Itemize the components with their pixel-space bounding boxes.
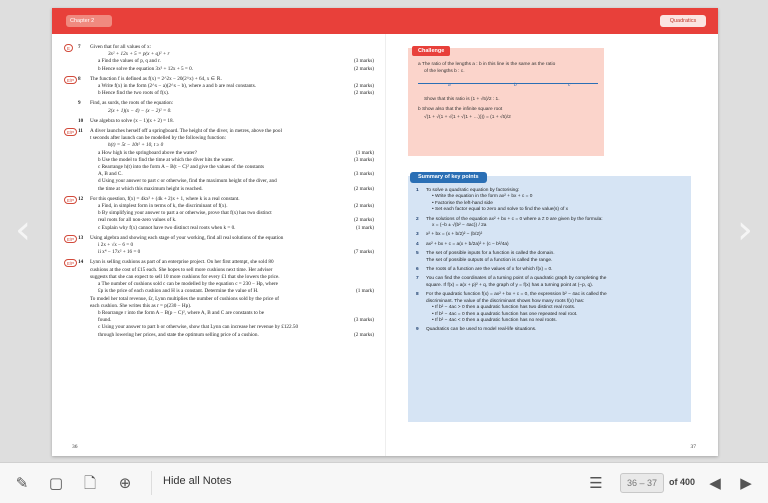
summary-title: Summary of key points [410,172,487,183]
chapter-tab: Chapter 2 [66,15,112,27]
challenge-b-line1: b Show also that the infinite square root [418,106,503,112]
key-point [416,276,686,289]
question-text: i 2x + √x − 6 = 0 [98,242,134,249]
challenge-a-line1: a The ratio of the lengths a : b in this line is the same as the ratio [418,62,556,67]
question-text: A, B and C. [98,171,123,178]
segment-a-label: a [448,83,451,89]
key-point-number: 9 [416,327,419,333]
marks-label [368,274,374,281]
challenge-body [418,62,598,122]
marks-label [368,118,374,125]
exam-badge: E/P [64,196,77,204]
key-point-line: • If b² − 4ac = 0 then a quadratic function has one repeated real root. [432,311,578,317]
page-spread [52,8,718,456]
question-text: each cushion. She writes this as r = p(230 − Hp). [90,302,192,309]
question-line [90,310,374,317]
exam-badge: E/P [64,235,77,243]
marks-label: (2 marks) [353,185,374,192]
marks-label [368,267,374,274]
key-point-number: 4 [416,241,419,247]
marks-label: (3 marks) [353,317,374,324]
exercise-question [64,128,374,193]
question-line [90,186,374,193]
marks-label: (3 marks) [353,171,374,178]
marks-label: (1 mark) [355,224,374,231]
question-text: b Hence find the two roots of f(x). [98,90,170,97]
question-line [90,303,374,310]
key-point-line: discriminant. The value of the discriminant shows how many roots f(x) has: [426,298,585,304]
key-point-number: 6 [416,267,419,273]
marks-label: (1 mark) [355,288,374,295]
key-point-number: 2 [416,216,419,222]
marks-label [368,108,374,115]
question-text: 3x² + 12x + 5 = p(x + q)² + r [108,51,170,58]
marks-label [368,324,374,331]
question-text: Using algebra and showing each stage of your working, find all real solutions of the equation [90,234,284,241]
exercise-question [64,259,374,338]
question-line [90,157,374,164]
key-point-line: • Write the equation in the form ax² + bx + c = 0 [432,194,533,200]
summary-body [416,188,686,337]
summary-key-points-box [408,176,691,422]
key-point [416,267,686,273]
key-point [416,232,686,238]
question-text: a How high is the springboard above the water? [98,149,198,156]
marks-label [368,196,374,203]
key-point-number: 3 [416,232,419,238]
key-point [416,327,686,333]
marks-label: (2 marks) [353,90,374,97]
segment-b-label: b [514,83,517,89]
question-text: b Use the model to find the time at which the diver hits the water. [98,156,234,163]
marks-label [368,135,374,142]
left-page-exercises [64,44,374,444]
page-total: of 400 [669,477,696,487]
question-text: a The number of cushions sold c can be modelled by the equation c = 230 − Hp, where [98,281,278,288]
question-text: Find, as surds, the roots of the equation: [90,100,174,107]
sticky-note-icon[interactable]: ▢ [48,474,64,492]
exercise-question [64,100,374,114]
question-text: a Write f(x) in the form (2^x − a)(2^x − b), where a and b are real constants. [98,83,257,90]
bottom-toolbar [0,462,768,503]
marks-label [368,128,374,135]
exercise-question [64,44,374,73]
question-text: a Find the values of p, q and r. [98,58,161,65]
question-line [90,242,374,249]
marks-label [368,142,374,149]
question-text: 2(x + 1)(x − 4) − (x − 2)² = 0. [108,107,172,114]
marks-label: (3 marks) [353,156,374,163]
marks-label [368,178,374,185]
key-point [416,251,686,264]
next-page-arrow-icon[interactable]: › [737,207,753,253]
question-text: h(t) = 5t − 10t² + 10, t ≥ 0 [108,142,164,149]
exam-badge: E [64,44,73,52]
question-text: a Find, in simplest form in terms of k, the discriminant of f(x). [98,203,228,210]
marks-label: (2 marks) [353,203,374,210]
question-line [90,332,374,339]
question-line [90,76,374,83]
exercise-question [64,76,374,98]
question-text: c Rearrange h(t) into the form A − B(t − C)² and give the values of the constants [98,164,265,171]
question-text: d Using your answer to part c or otherwise, find the maximum height of the diver, and [98,178,277,185]
key-point-line: • If b² − 4ac < 0 then a quadratic function has no real roots. [432,317,557,323]
question-text: b By simplifying your answer to part a or otherwise, prove that f(x) has two distinct [98,210,272,217]
question-text: For this question, f(x) = 4kx² + (4k + 2)x + 1, where k is a real constant. [90,195,240,202]
key-point-line: You can find the coordinates of a turning point of a quadratic graph by completing the [426,276,607,282]
question-text: Lynn is selling cushions as part of an enterprise project. On her first attempt, she sold 80 [90,259,274,266]
key-point-number: 1 [416,188,419,193]
marks-label: (1 mark) [355,149,374,156]
toolbar-divider [151,471,152,495]
marks-label [368,44,374,51]
question-text: the time at which this maximum height is reached. [98,185,203,192]
question-text: Use algebra to solve (x − 1)(x + 2) = 18. [90,117,174,124]
key-point [416,292,686,324]
question-number: 13 [78,234,84,241]
question-line [90,66,374,73]
previous-page-arrow-icon[interactable]: ‹ [15,207,31,253]
hide-all-notes-button[interactable]: Hide all Notes [163,475,232,487]
challenge-title: Challenge [412,46,450,56]
question-number: 7 [78,44,81,50]
key-point-number: 8 [416,292,419,298]
key-point-line: • If b² − 4ac > 0 then a quadratic function has two distinct real roots. [432,305,576,311]
question-number: 12 [78,195,84,202]
exercise-question [64,235,374,257]
exercise-question [64,196,374,232]
key-point-line: • Set each factor equal to zero and solve to find the value(s) of x [432,207,569,213]
question-number: 10 [78,117,84,124]
question-text: To model her total revenue, £r, Lynn multiplies the number of cushions sold by the price of [90,295,280,302]
question-line [90,259,374,266]
key-point [416,217,686,230]
marks-label: (2 marks) [353,65,374,72]
question-line [90,100,374,107]
left-page-number: 36 [72,444,78,450]
question-line [90,267,374,274]
exam-badge: E/P [64,76,77,84]
marks-label [368,100,374,107]
question-line [90,108,374,115]
question-line [90,274,374,281]
question-line [90,324,374,331]
page-number-input[interactable]: 36 – 37 [620,473,664,493]
question-text: cushions at the cost of £15 each. She hopes to sell more cushions next time. Her adviser [90,266,273,273]
question-line [90,217,374,224]
key-point-number: 5 [416,251,419,257]
table-of-contents-icon[interactable]: ☰ [589,474,603,492]
page-header-bar [52,8,718,34]
key-point-number: 7 [416,276,419,282]
key-point-line: To solve a quadratic equation by factorising: [426,188,520,193]
question-line [90,317,374,324]
challenge-a-line3: Show that this ratio is (1 + √5)/2 : 1. [424,97,500,103]
question-text: c Explain why f(x) cannot have two distinct real roots when k = 0. [98,224,236,231]
marks-label [368,303,374,310]
key-point-line: The set of possible inputs for a function is called the domain. [426,251,555,257]
key-point-line: The set of possible outputs of a function is called the range. [426,257,553,263]
question-line [90,288,374,295]
question-line [90,178,374,185]
marks-label: (7 marks) [353,249,374,256]
question-text: found. [98,317,112,324]
challenge-b-line2: √(1 + √(1 + √(1 + √(1 + …)))) = (1 + √5)/2 [424,115,511,121]
key-point-line: x = (−b ± √(b² − 4ac)) / 2a [432,223,487,229]
key-point-line: Quadratics can be used to model real-life situations. [426,327,537,333]
exam-badge: E/P [64,128,77,136]
question-text: real roots for all non-zero values of k. [98,217,177,224]
question-text: b Rearrange r into the form A − B(p − C)², where A, B and C are constants to be [98,309,265,316]
question-line [90,249,374,256]
question-number: 14 [78,259,84,266]
key-point-line: x² + bx = (x + b/2)² − (b/2)² [426,232,483,238]
zoom-in-icon[interactable]: ⊕ [118,474,132,492]
marks-label: (2 marks) [353,217,374,224]
question-text: Given that for all values of x: [90,44,152,50]
question-line [90,196,374,203]
page-icon[interactable]: 🗋 [83,474,97,492]
page-spine [385,34,386,456]
exam-badge: E/P [64,259,77,267]
question-line [90,235,374,242]
key-point-line: The roots of a function are the values of x for which f(x) = 0. [426,267,553,273]
key-point [416,242,686,248]
key-point-line: The solutions of the equation ax² + bx + c = 0 where a ≠ 0 are given by the formula: [426,216,603,222]
question-number: 9 [78,100,81,107]
question-text: c Using your answer to part b or otherwise, show that Lynn can increase her revenue by £122.50 [98,324,299,331]
question-line [90,164,374,171]
key-point-line: For the quadratic function f(x) = ax² + bx + c = 0, the expression b² − 4ac is called the [426,292,607,298]
marks-label [368,296,374,303]
question-line [90,58,374,65]
key-point-line: • Factorise the left-hand side [432,200,493,206]
question-text: b Hence solve the equation 3x² + 12x + 5 = 0. [98,65,194,72]
question-text: The function f is defined as f(x) = 2^2x − 20(2^x) + 64, x ∈ ℝ. [90,75,222,82]
marks-label: (2 marks) [353,83,374,90]
marks-label: (2 marks) [353,331,374,338]
key-point [416,188,686,214]
section-tab: Quadratics [660,15,706,27]
question-text: £p is the price of each cushion and H is a constant. Determine the value of H. [98,288,259,295]
question-text: through lowering her prices, and state the optimum selling price of a cushion. [98,331,259,338]
marks-label: (3 marks) [353,58,374,65]
marks-label [368,259,374,266]
question-text: ii x⁴ − 17x² + 16 = 0 [98,249,141,256]
segment-c-label: c [568,83,571,89]
challenge-box [408,48,604,156]
marks-label [368,235,374,242]
question-line [90,118,374,125]
right-page-number: 37 [690,444,696,450]
ratio-line-diagram [418,83,598,93]
exercise-question [64,118,374,125]
question-text: t seconds after launch can be modelled by the following function: [90,135,226,142]
key-point-line: square. If f(x) = a(x + p)² + q, the graph of y = f(x) has a turning point at (−p, q). [426,282,594,288]
question-line [90,150,374,157]
marks-label [368,76,374,83]
chevron-left-icon[interactable]: ◀ [709,474,721,492]
question-text: suggests that she can expect to sell 10 more cushions for every £1 that she lowers the price. [90,273,280,280]
question-line [90,296,374,303]
question-number: 11 [78,128,83,135]
question-line [90,225,374,232]
pencil-icon[interactable]: ✎ [15,474,29,492]
chevron-right-icon[interactable]: ▶ [740,474,752,492]
question-line [90,90,374,97]
challenge-a-line2: of the lengths b : c. [424,68,465,74]
question-line [90,142,374,149]
key-point-line: ax² + bx + c = a(x + b/2a)² + (c − b²/4a) [426,241,509,247]
question-number: 8 [78,75,81,82]
question-text: A diver launches herself off a springboard. The height of the diver, in metres, above the pool [90,128,282,135]
